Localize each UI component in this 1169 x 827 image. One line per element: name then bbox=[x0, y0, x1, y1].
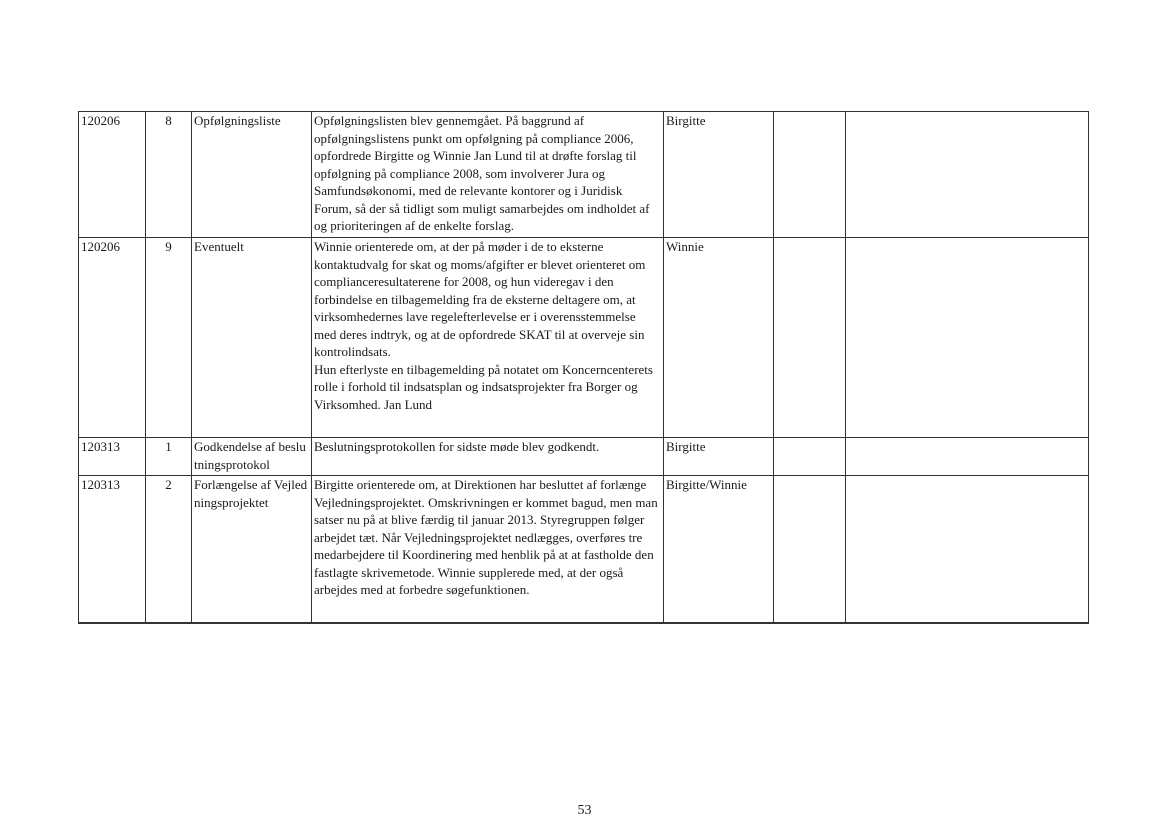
row-responsible: Birgitte/Winnie bbox=[664, 476, 774, 623]
table-row bbox=[79, 112, 1089, 238]
row-item-number: 1 bbox=[146, 438, 192, 476]
row-minutes-text bbox=[312, 112, 664, 238]
page-number: 53 bbox=[577, 803, 592, 818]
row-date: 120206 bbox=[79, 112, 146, 238]
row-extra-2 bbox=[846, 238, 1089, 438]
table-row bbox=[79, 238, 1089, 438]
row-extra-2 bbox=[846, 476, 1089, 623]
row-extra-1 bbox=[774, 238, 846, 438]
table-row bbox=[79, 476, 1089, 623]
minutes-paragraph: Opfølgningslisten blev gennemgået. På baggrund af opfølgningslistens punkt om opfølgning på compliance 2006, opfordrede Birgitte og Winnie Jan Lund til at drøfte forslag til opfølgning på compliance 2008, som involverer Jura og Samfundsøkonomi, med de relevante kontorer og i Juridisk Forum, så der så tidligt som muligt samarbejdes om indholdet af og prioriteringen af de enkelte forslag. bbox=[314, 113, 650, 233]
minutes-paragraph: Birgitte orienterede om, at Direktionen har besluttet af forlænge Vejledningsprojektet. Omskrivningen er kommet bagud, men man satser nu på at blive færdig til januar 2013. Styregruppen følger arbejdet tæt. Når Vejledningsprojektet nedlægges, overføres tre medarbejdere til Koordinering med henblik på at at fastholde den fastlagte skrivemetode. Winnie supplerede med, at der også arbejdes med at forbedre søgefunktionen. bbox=[314, 477, 658, 597]
row-topic: Godkendelse af beslutningsprotokol bbox=[192, 438, 312, 476]
row-date: 120313 bbox=[79, 476, 146, 623]
row-minutes-text bbox=[312, 238, 664, 438]
row-date: 120206 bbox=[79, 238, 146, 438]
minutes-paragraph: Beslutningsprotokollen for sidste møde blev godkendt. bbox=[314, 439, 600, 454]
row-extra-1 bbox=[774, 476, 846, 623]
row-item-number: 8 bbox=[146, 112, 192, 238]
row-topic: Forlængelse af Vejledningsprojektet bbox=[192, 476, 312, 623]
row-minutes-text bbox=[312, 438, 664, 476]
row-responsible: Birgitte bbox=[664, 438, 774, 476]
row-topic: Eventuelt bbox=[192, 238, 312, 438]
minutes-paragraph: Winnie orienterede om, at der på møder i de to eksterne kontaktudvalg for skat og moms/afgifter er blevet orienteret om complianceresultaterene for 2008, og hun videregav i den forbindelse en tilbagemelding fra de eksterne deltagere om, at virksomhedernes lave regelefterlevelse er i overensstemmelse med deres indtryk, og at de opfordrede SKAT til at overveje sin kontrolindsats. bbox=[314, 239, 646, 359]
row-responsible: Birgitte bbox=[664, 112, 774, 238]
row-item-number: 9 bbox=[146, 238, 192, 438]
row-topic: Opfølgningsliste bbox=[192, 112, 312, 238]
row-extra-1 bbox=[774, 112, 846, 238]
row-extra-1 bbox=[774, 438, 846, 476]
row-date: 120313 bbox=[79, 438, 146, 476]
minutes-paragraph: Hun efterlyste en tilbagemelding på notatet om Koncerncenterets rolle i forhold til indsatsplan og indsatsprojekter fra Borger og Virksomhed. Jan Lund bbox=[314, 361, 653, 412]
row-responsible: Winnie bbox=[664, 238, 774, 438]
row-item-number: 2 bbox=[146, 476, 192, 623]
minutes-table bbox=[78, 111, 1089, 624]
row-extra-2 bbox=[846, 438, 1089, 476]
table-row bbox=[79, 438, 1089, 476]
row-minutes-text bbox=[312, 476, 664, 623]
row-extra-2 bbox=[846, 112, 1089, 238]
